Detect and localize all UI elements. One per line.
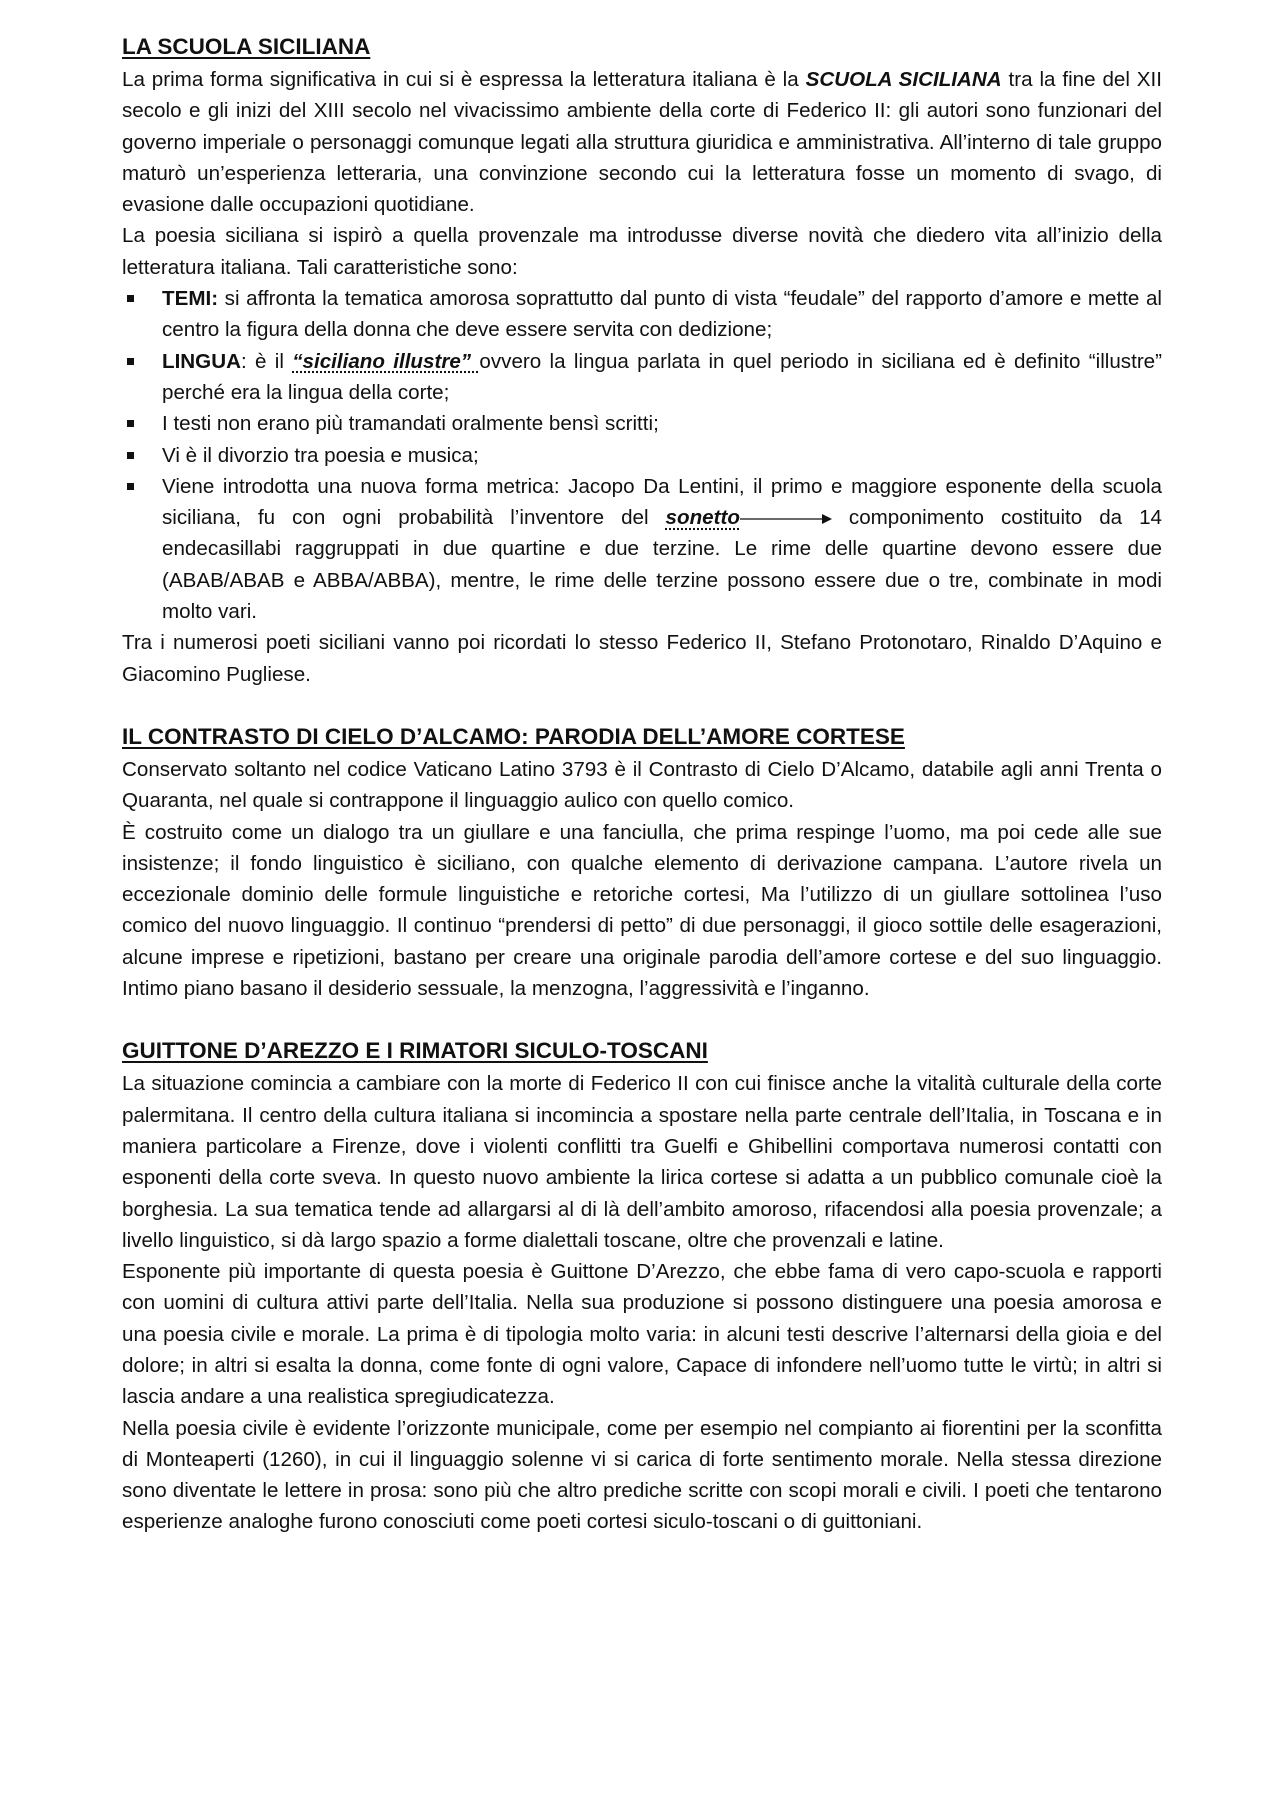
emphasis-text: sonetto	[665, 506, 740, 530]
list-item	[162, 283, 1162, 346]
paragraph: È costruito come un dialogo tra un giullare e una fanciulla, che prima respinge l’uomo, ma poi cede alle sue insistenze; il fondo linguistico è siciliano, con qualche elemento di derivazione campana. L’autore rivela un eccezionale dominio delle formule linguistiche e retoriche cortesi, Ma l’utilizzo di un giullare sottolinea l’uso comico del nuovo linguaggio. Il continuo “prendersi di petto” di due personaggi, il gioco sottile delle esagerazioni, alcune imprese e ripetizioni, bastano per creare una originale parodia dell’amore cortese e del suo linguaggio. Intimo piano basano il desiderio sessuale, la menzogna, l’aggressività e l’inganno.	[122, 820, 1162, 1001]
list-item	[162, 408, 1162, 439]
keyword: TEMI:	[162, 287, 219, 311]
section-title: IL CONTRASTO DI CIELO D’ALCAMO: PARODIA DELL’AMORE CORTESE	[122, 723, 905, 749]
paragraph	[122, 64, 1162, 220]
feature-list	[122, 283, 1162, 627]
paragraph: Esponente più importante di questa poesia è Guittone D’Arezzo, che ebbe fama di vero capo-scuola e rapporti con uomini di cultura attivi parte dell’Italia. Nella sua produzione si possono distinguere una poesia amorosa e una poesia civile e morale. La prima è di tipologia molto varia: in alcuni testi descrive l’alternarsi della gioia e del dolore; in altri si esalta la donna, come fonte di ogni valore, Capace di infondere nell’uomo tutte le virtù; in altri si lascia andare a una realistica spregiudicatezza.	[122, 1260, 1162, 1409]
square-bullet-icon	[127, 420, 134, 427]
square-bullet-icon	[127, 295, 134, 302]
text-run: tra la fine del XII secolo e gli inizi del XIII secolo nel vivacissimo ambiente della corte di Federico II: gli autori sono funzionari del governo imperiale o personaggi comunque legati alla struttura giuridica e amministrativa. All’interno di tale gruppo maturò un’esperienza letteraria, una convinzione secondo cui la letteratura fosse un momento di svago, di evasione dalle occupazioni quotidiane.	[122, 68, 1162, 217]
keyword: LINGUA	[162, 349, 241, 373]
paragraph: Tra i numerosi poeti siciliani vanno poi ricordati lo stesso Federico II, Stefano Protonotaro, Rinaldo D’Aquino e Giacomino Pugliese.	[122, 631, 1162, 686]
section-scuola-siciliana	[122, 30, 1162, 690]
section-title: LA SCUOLA SICILIANA	[122, 34, 371, 59]
paragraph: Nella poesia civile è evidente l’orizzonte municipale, come per esempio nel compianto ai fiorentini per la sconfitta di Monteaperti (1260), in cui il linguaggio solenne vi si carica di forte sentimento morale. Nella stessa direzione sono diventate le lettere in prosa: sono più che altro prediche scritte con scopi morali e civili. I poeti che tentarono esperienze analoghe furono conosciuti come poeti cortesi siculo-toscani o di guittoniani.	[122, 1416, 1162, 1534]
document-page	[122, 30, 1162, 1568]
paragraph: Conservato soltanto nel codice Vaticano Latino 3793 è il Contrasto di Cielo D’Alcamo, databile agli anni Trenta o Quaranta, nel quale si contrappone il linguaggio aulico con quello comico.	[122, 757, 1162, 813]
square-bullet-icon	[127, 452, 134, 459]
text-run: Viene introdotta una nuova forma metrica: Jacopo Da Lentini, il primo e maggiore esponente della scuola siciliana, fu con ogni probabilità l’inventore del	[162, 474, 1162, 530]
emphasis-text: SCUOLA SICILIANA	[805, 68, 1002, 91]
text-run: componimento costituito da 14 endecasillabi raggruppati in due quartine e due terzine. Le rime delle quartine devono essere due (ABAB/ABAB e ABBA/ABBA), mentre, le rime delle terzine possono essere due o tre, combinate in modi molto vari.	[162, 506, 1163, 624]
square-bullet-icon	[127, 483, 134, 490]
list-item	[162, 471, 1162, 627]
paragraph: La situazione comincia a cambiare con la morte di Federico II con cui finisce anche la vitalità culturale della corte palermitana. Il centro della cultura italiana si incomincia a spostare nella parte centrale dell’Italia, in Toscana e in maniera particolare a Firenze, dove i violenti conflitti tra Guelfi e Ghibellini comportava numerosi contatti con esponenti della corte sveva. In questo nuovo ambiente la lirica cortese si adatta a un pubblico comunale cioè la borghesia. La sua tematica tende ad allargarsi al di là dell’ambito amoroso, rifacendosi alla poesia provenzale; a livello linguistico, si dà largo spazio a forme dialettali toscane, oltre che provenzali e latine.	[122, 1072, 1162, 1252]
list-item	[162, 440, 1162, 471]
text-run: I testi non erano più tramandati oralmente bensì scritti;	[162, 412, 659, 436]
square-bullet-icon	[127, 358, 134, 365]
text-run: ovvero la lingua parlata in quel periodo in siciliana ed è definito “illustre” perché era la lingua della corte;	[162, 349, 1162, 404]
paragraph: La poesia siciliana si ispirò a quella provenzale ma introdusse diverse novità che diedero vita all’inizio della letteratura italiana. Tali caratteristiche sono:	[122, 224, 1162, 279]
section-title: GUITTONE D’AREZZO E I RIMATORI SICULO-TOSCANI	[122, 1038, 708, 1064]
section-guittone	[122, 1034, 1162, 1537]
list-item	[162, 346, 1162, 409]
text-run: si affronta la tematica amorosa soprattutto dal punto di vista “feudale” del rapporto d’amore e mette al centro la figura della donna che deve essere servita con dedizione;	[162, 287, 1162, 342]
emphasis-text: “siciliano illustre”	[292, 349, 480, 373]
arrow-right-icon	[740, 513, 832, 525]
section-contrasto	[122, 720, 1162, 1004]
text-run: : è il	[240, 349, 293, 373]
text-run: La prima forma significativa in cui si è espressa la letteratura italiana è la	[122, 68, 806, 91]
text-run: Vi è il divorzio tra poesia e musica;	[162, 443, 479, 467]
